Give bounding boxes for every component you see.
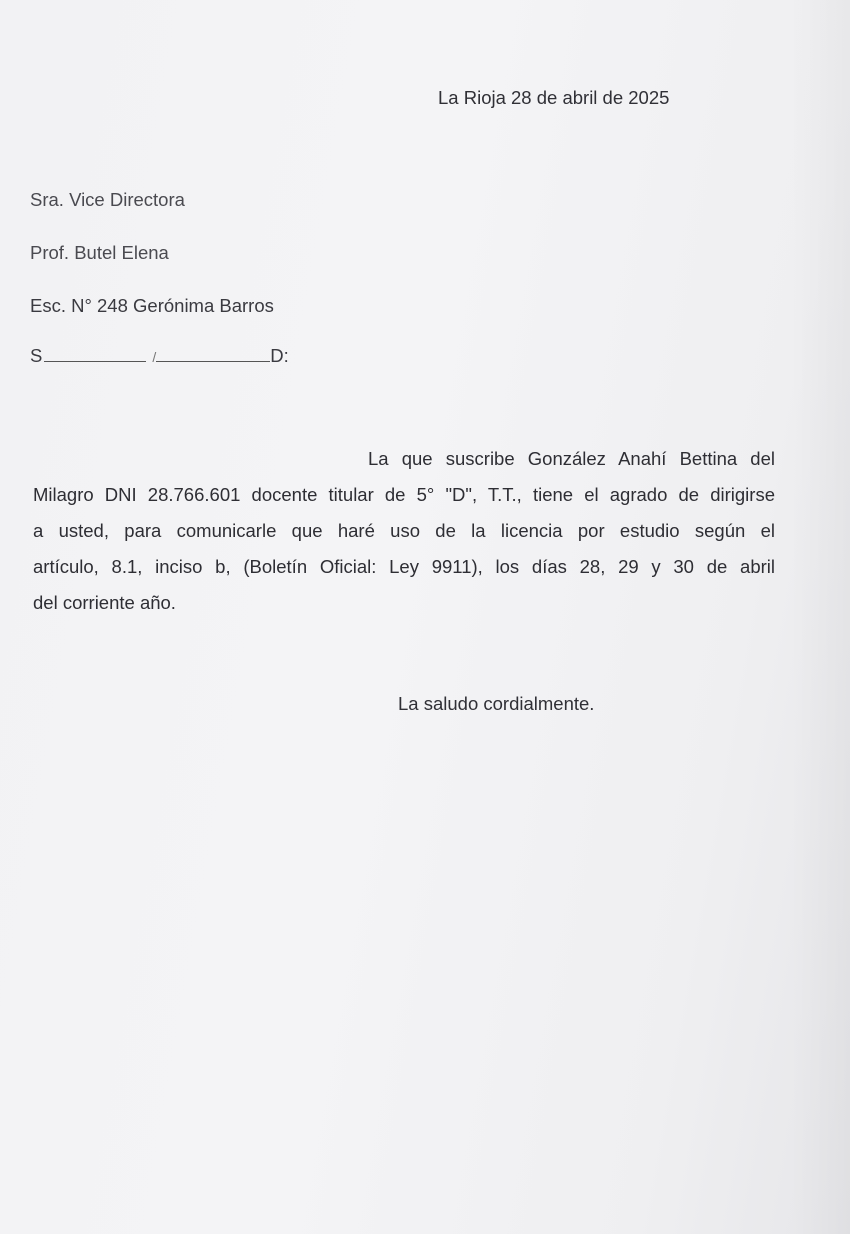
body-line: La que suscribe González Anahí Bettina del (368, 448, 775, 469)
sd-slash: / (152, 349, 157, 365)
sd-s-letter: S (30, 345, 43, 366)
letter-body (33, 441, 775, 621)
recipient-name: Prof. Butel Elena (30, 242, 169, 263)
salutation-sd-line (30, 345, 289, 367)
letter-closing: La saludo cordialmente. (398, 693, 595, 714)
body-line: a usted, para comunicarle que haré uso de la licencia por estudio según el (33, 520, 775, 541)
recipient-school: Esc. N° 248 Gerónima Barros (30, 295, 274, 316)
sd-underline-left (44, 360, 146, 362)
recipient-title: Sra. Vice Directora (30, 189, 185, 210)
sd-underline-right (156, 360, 270, 362)
sd-d-letter: D: (270, 345, 289, 366)
letter-date: La Rioja 28 de abril de 2025 (438, 87, 670, 108)
body-line: artículo, 8.1, inciso b, (Boletín Oficial: Ley 9911), los días 28, 29 y 30 de abril (33, 556, 775, 577)
body-line: Milagro DNI 28.766.601 docente titular de 5° "D", T.T., tiene el agrado de dirigirse (33, 484, 775, 505)
body-line: del corriente año. (33, 592, 176, 613)
